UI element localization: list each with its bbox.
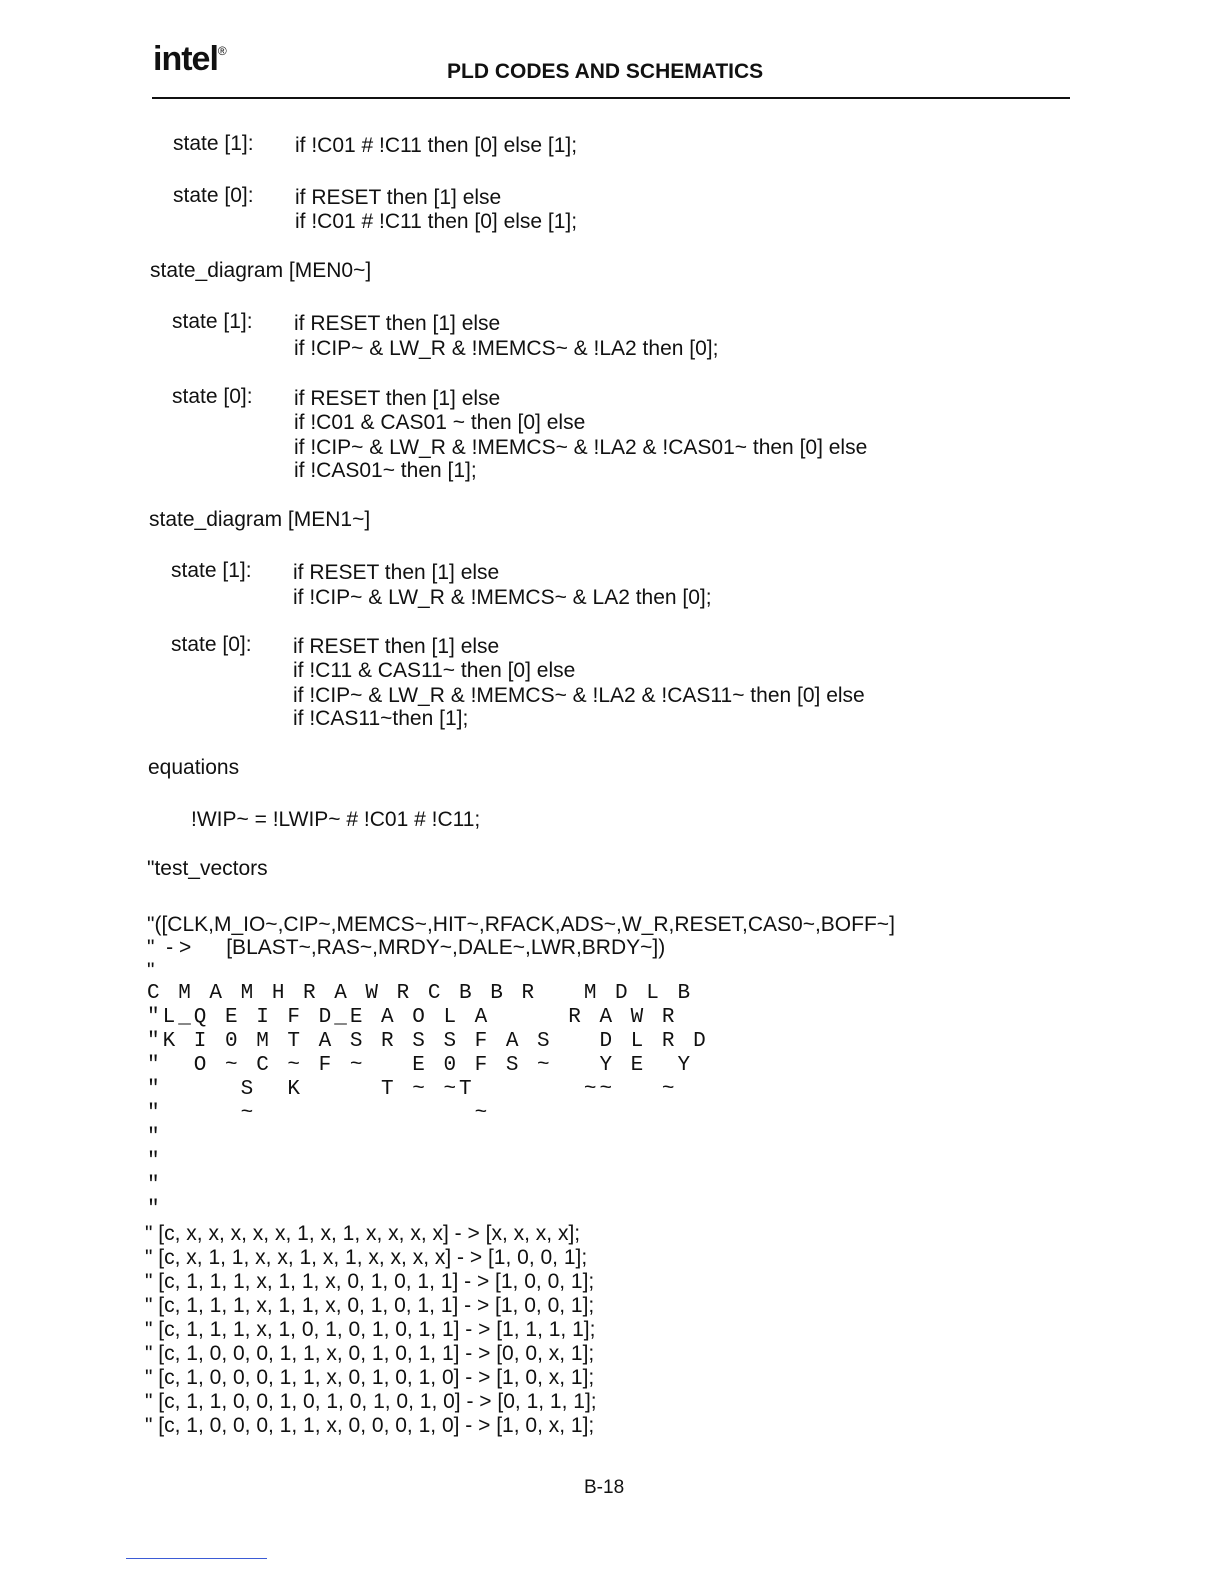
code-line: if !C01 & CAS01 ~ then [0] else (294, 411, 586, 434)
code-line: if !CAS01~ then [1]; (294, 459, 477, 482)
intel-logo (153, 40, 226, 79)
column-label-line: " S K T ~ ~T ~~ ~ (147, 1078, 678, 1101)
code-line: if !C01 # !C11 then [0] else [1]; (295, 210, 578, 233)
state-label: state [0]: (171, 633, 252, 656)
footer-link-underline (126, 1558, 267, 1559)
code-line: if !CIP~ & LW_R & !MEMCS~ & !LA2 & !CAS01~ then [0] else (294, 436, 868, 459)
vector-line: " [c, 1, 1, 1, x, 1, 1, x, 0, 1, 0, 1, 1] - > [1, 0, 0, 1]; (145, 1294, 595, 1317)
column-label-line: " (147, 1198, 163, 1221)
vector-header-line: " (147, 959, 155, 982)
state-diagram-heading: state_diagram [MEN0~] (150, 259, 372, 282)
state-diagram-heading: state_diagram [MEN1~] (149, 508, 371, 531)
code-line: if !C11 & CAS11~ then [0] else (293, 659, 576, 682)
vector-line: " [c, 1, 1, 1, x, 1, 1, x, 0, 1, 0, 1, 1] - > [1, 0, 0, 1]; (145, 1270, 595, 1293)
state-label: state [0]: (172, 385, 253, 408)
equation-line: !WIP~ = !LWIP~ # !C01 # !C11; (191, 808, 481, 831)
code-line: if RESET then [1] else (294, 387, 501, 410)
vector-line: " [c, 1, 1, 1, x, 1, 0, 1, 0, 1, 0, 1, 1] - > [1, 1, 1, 1]; (145, 1318, 596, 1341)
vector-header-line: " - > [BLAST~,RAS~,MRDY~,DALE~,LWR,BRDY~]) (147, 936, 666, 959)
vector-line: " [c, 1, 0, 0, 0, 1, 1, x, 0, 1, 0, 1, 0] - > [1, 0, x, 1]; (145, 1366, 595, 1389)
column-label-line: " (147, 1150, 163, 1173)
code-line: if !CAS11~then [1]; (293, 707, 469, 730)
column-label-line: "K I 0 M T A S R S S F A S D L R D (147, 1030, 709, 1053)
code-line: if !CIP~ & LW_R & !MEMCS~ & !LA2 then [0]; (294, 337, 719, 360)
vector-line: " [c, 1, 0, 0, 0, 1, 1, x, 0, 1, 0, 1, 1] - > [0, 0, x, 1]; (145, 1342, 595, 1365)
state-label: state [1]: (171, 559, 252, 582)
code-line: if RESET then [1] else (293, 635, 500, 658)
test-vectors-heading: "test_vectors (147, 857, 268, 880)
page-number: B-18 (584, 1477, 625, 1498)
code-line: if RESET then [1] else (294, 312, 501, 335)
vector-line: " [c, 1, 1, 0, 0, 1, 0, 1, 0, 1, 0, 1, 0] - > [0, 1, 1, 1]; (145, 1390, 597, 1413)
code-line: if RESET then [1] else (293, 561, 500, 584)
state-label: state [1]: (173, 132, 254, 155)
vector-line: " [c, x, x, x, x, x, 1, x, 1, x, x, x, x] - > [x, x, x, x]; (145, 1222, 581, 1245)
equations-heading: equations (148, 756, 240, 779)
column-label-line: "L_Q E I F D_E A O L A R A W R (147, 1006, 678, 1029)
vector-line: " [c, x, 1, 1, x, x, 1, x, 1, x, x, x, x] - > [1, 0, 0, 1]; (145, 1246, 588, 1269)
trademark-symbol: ® (217, 44, 226, 58)
logo-text: intel (153, 40, 218, 78)
code-line: if !CIP~ & LW_R & !MEMCS~ & LA2 then [0]; (293, 586, 712, 609)
code-line: if !CIP~ & LW_R & !MEMCS~ & !LA2 & !CAS11~ then [0] else (293, 684, 865, 707)
vector-line: " [c, 1, 0, 0, 0, 1, 1, x, 0, 0, 0, 1, 0] - > [1, 0, x, 1]; (145, 1414, 595, 1437)
column-label-line: C M A M H R A W R C B B R M D L B (147, 982, 694, 1005)
column-label-line: " O ~ C ~ F ~ E 0 F S ~ Y E Y (147, 1054, 694, 1077)
column-label-line: " (147, 1174, 163, 1197)
page-header-title: PLD CODES AND SCHEMATICS (447, 60, 764, 83)
state-label: state [1]: (172, 310, 253, 333)
header-rule (152, 97, 1070, 99)
vector-header-line: "([CLK,M_IO~,CIP~,MEMCS~,HIT~,RFACK,ADS~,W_R,RESET,CAS0~,BOFF~] (147, 913, 895, 936)
column-label-line: " ~ ~ (147, 1102, 491, 1125)
state-label: state [0]: (173, 184, 254, 207)
code-line: if RESET then [1] else (295, 186, 502, 209)
column-label-line: " (147, 1126, 163, 1149)
code-line: if !C01 # !C11 then [0] else [1]; (295, 134, 578, 157)
